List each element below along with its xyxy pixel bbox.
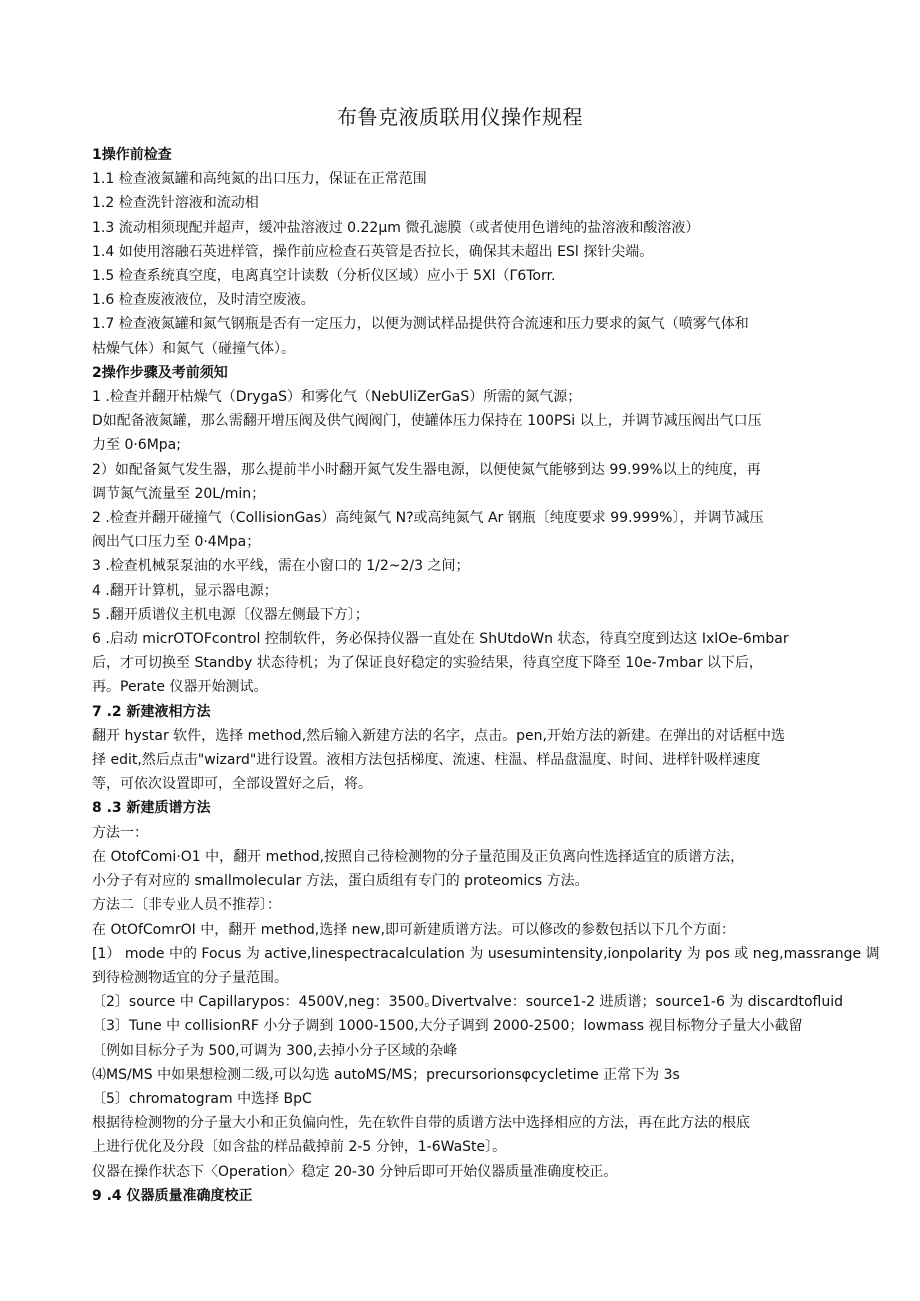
text-line: 1 .检查并翻开枯燥气（DrygaS）和雾化气（NebUliZerGaS）所需的氮气源； bbox=[92, 389, 582, 406]
text-line: D如配备液氮罐，那么需翻开增压阀及供气阀阀门，使罐体压力保持在 100PSi 以上，并调节减压阀出气口压 bbox=[92, 413, 762, 430]
text-line: 在 OtOfComrOI 中，翻开 method,选择 new,即可新建质谱方法。可以修改的参数包括以下几个方面： bbox=[92, 921, 736, 938]
section-heading: 9 .4 仪器质量准确度校正 bbox=[92, 1187, 253, 1204]
text-line: 1.2 检查洗针溶液和流动相 bbox=[92, 195, 259, 212]
text-line: 仪器在操作状态下〈Operation〉稳定 20-30 分钟后即可开始仪器质量准确度校正。 bbox=[92, 1163, 618, 1180]
text-line: 到待检测物适宜的分子量范围。 bbox=[92, 969, 288, 986]
text-line: 1.3 流动相须现配并超声，缓冲盐溶液过 0.22μm 微孔滤膜（或者使用色谱纯的盐溶液和酸溶液） bbox=[92, 219, 700, 236]
text-line: 〔例如目标分子为 500,可调为 300,去掉小分子区域的杂峰 bbox=[92, 1042, 458, 1059]
text-line: 阀出气口压力至 0·4Mpa； bbox=[92, 534, 261, 551]
text-line: 枯燥气体）和氮气（碰撞气体）。 bbox=[92, 340, 295, 357]
text-line: 上进行优化及分段〔如含盐的样品截掉前 2-5 分钟，1-6WaSte〕。 bbox=[92, 1139, 507, 1156]
text-line: 1.6 检查废液液位，及时清空废液。 bbox=[92, 292, 315, 309]
text-line: 翻开 hystar 软件，选择 method,然后输入新建方法的名字，点击。pen,开始方法的新建。在弹出的对话框中选 bbox=[92, 727, 785, 744]
text-line: 后，才可切换至 Standby 状态待机；为了保证良好稳定的实验结果，待真空度下降至 10e-7mbar 以下后， bbox=[92, 655, 763, 672]
text-line: 6 .启动 micrOTOFcontrol 控制软件，务必保持仪器一直处在 ShUtdoWn 状态，待真空度到达这 IxlOe-6mbar bbox=[92, 631, 789, 648]
text-line: 〔5〕chromatogram 中选择 BpC bbox=[92, 1090, 312, 1107]
text-line: 1.7 检查液氮罐和氮气钢瓶是否有一定压力，以便为测试样品提供符合流速和压力要求的氮气（喷雾气体和 bbox=[92, 316, 749, 333]
text-line: 方法一： bbox=[92, 824, 148, 841]
section-heading: 7 .2 新建液相方法 bbox=[92, 703, 211, 720]
text-line: 5 .翻开质谱仪主机电源〔仪器左侧最下方〕； bbox=[92, 606, 369, 623]
text-line: 方法二〔非专业人员不推荐〕： bbox=[92, 897, 281, 914]
text-line: 〔2〕source 中 Capillarypos：4500V,neg：3500｡Divertvalve：source1-2 进质谱；source1-6 为 discardtofluid bbox=[92, 994, 844, 1011]
section-heading: 8 .3 新建质谱方法 bbox=[92, 800, 211, 817]
text-line: 4 .翻开计算机，显示器电源； bbox=[92, 582, 278, 599]
text-line: 2）如配备氮气发生器，那么提前半小时翻开氮气发生器电源，以便使氮气能够到达 99.99%以上的纯度，再 bbox=[92, 461, 761, 478]
text-line: 小分子有对应的 smallmolecular 方法，蛋白质组有专门的 proteomics 方法。 bbox=[92, 873, 589, 890]
text-line: 力至 0·6Mpa; bbox=[92, 437, 181, 454]
text-line: 根据待检测物的分子量大小和正负偏向性，先在软件自带的质谱方法中选择相应的方法，再在此方法的根底 bbox=[92, 1115, 750, 1132]
text-line: 〔3〕Tune 中 collisionRF 小分子调到 1000-1500,大分子调到 2000-2500；lowmass 视目标物分子量大小截留 bbox=[92, 1018, 803, 1035]
text-line: 2 .检查并翻开碰撞气（CollisionGas）高纯氮气 N?或高纯氮气 Ar 钢瓶〔纯度要求 99.999%〕，并调节减压 bbox=[92, 510, 764, 527]
page-title: 布鲁克液质联用仪操作规程 bbox=[337, 105, 583, 129]
text-line: 3 .检查机械泵泵油的水平线，需在小窗口的 1/2~2/3 之间； bbox=[92, 558, 470, 575]
text-line: 择 edit,然后点击"wizard"进行设置。液相方法包括梯度、流速、柱温、样品盘温度、时间、进样针吸样速度 bbox=[92, 752, 761, 769]
document-body bbox=[92, 143, 880, 1208]
text-line: 1.1 检查液氮罐和高纯氮的出口压力，保证在正常范围 bbox=[92, 171, 427, 188]
text-line: 1.5 检查系统真空度，电离真空计读数（分析仪区域）应小于 5Xl（Γ6Torr. bbox=[92, 268, 556, 285]
text-line: 在 OtofComi·O1 中，翻开 method,按照自己待检测物的分子量范围及正负离向性选择适宜的质谱方法， bbox=[92, 848, 745, 865]
text-line: ⑷MS/MS 中如果想检测二级,可以勾选 autoMS/MS；precursorionsφcycletime 正常下为 3s bbox=[92, 1066, 680, 1083]
section-heading: 2操作步骤及考前须知 bbox=[92, 364, 228, 381]
text-line: 等，可依次设置即可，全部设置好之后，将。 bbox=[92, 776, 372, 793]
text-line: 再。Perate 仪器开始测试。 bbox=[92, 679, 268, 696]
text-line: [1） mode 中的 Focus 为 active,linespectracalculation 为 usesumintensity,ionpolarity 为 pos 或 neg,massrange 调 bbox=[92, 945, 880, 962]
text-line: 1.4 如使用溶融石英进样管，操作前应检查石英管是否拉长，确保其未超出 ESl 探针尖端。 bbox=[92, 243, 654, 260]
text-line: 调节氮气流量至 20L/min； bbox=[92, 485, 266, 502]
section-heading: 1操作前检查 bbox=[92, 147, 172, 163]
